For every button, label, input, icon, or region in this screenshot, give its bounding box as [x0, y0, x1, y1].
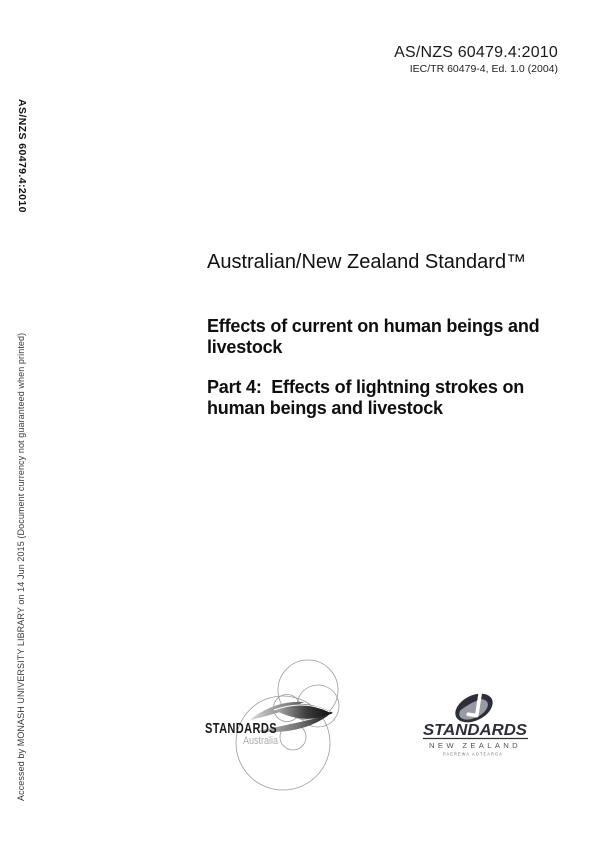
standards-australia-wordmark: STANDARDS	[205, 721, 277, 737]
part-title	[207, 377, 524, 419]
standards-nz-maori-name: PAEREWA AOTEAROA	[443, 752, 518, 758]
standards-nz-wordmark: STANDARDS	[423, 722, 528, 739]
part-line-1: Part 4: Effects of lightning strokes on	[207, 377, 525, 397]
title-line-1: Effects of current on human beings and	[207, 316, 540, 336]
standards-australia-region: Australia	[243, 735, 279, 747]
standards-new-zealand-logo	[415, 688, 545, 763]
library-access-note: Accessed by MONASH UNIVERSITY LIBRARY on 14 Jun 2015 (Document currency not guaranteed when printed)	[16, 332, 26, 801]
part-line-2: human beings and livestock	[207, 398, 443, 418]
standard-type-heading: Australian/New Zealand Standard™	[207, 251, 527, 273]
iec-reference: IEC/TR 60479-4, Ed. 1.0 (2004)	[409, 63, 558, 76]
standards-nz-region: NEW ZEALAND	[429, 741, 521, 750]
document-designation: AS/NZS 60479.4:2010	[394, 44, 558, 61]
spine-designation: AS/NZS 60479.4:2010	[16, 99, 28, 213]
header-codes	[394, 44, 558, 75]
title-line-2: livestock	[207, 337, 283, 357]
standards-australia-logo	[190, 640, 365, 812]
standard-title	[207, 316, 539, 358]
